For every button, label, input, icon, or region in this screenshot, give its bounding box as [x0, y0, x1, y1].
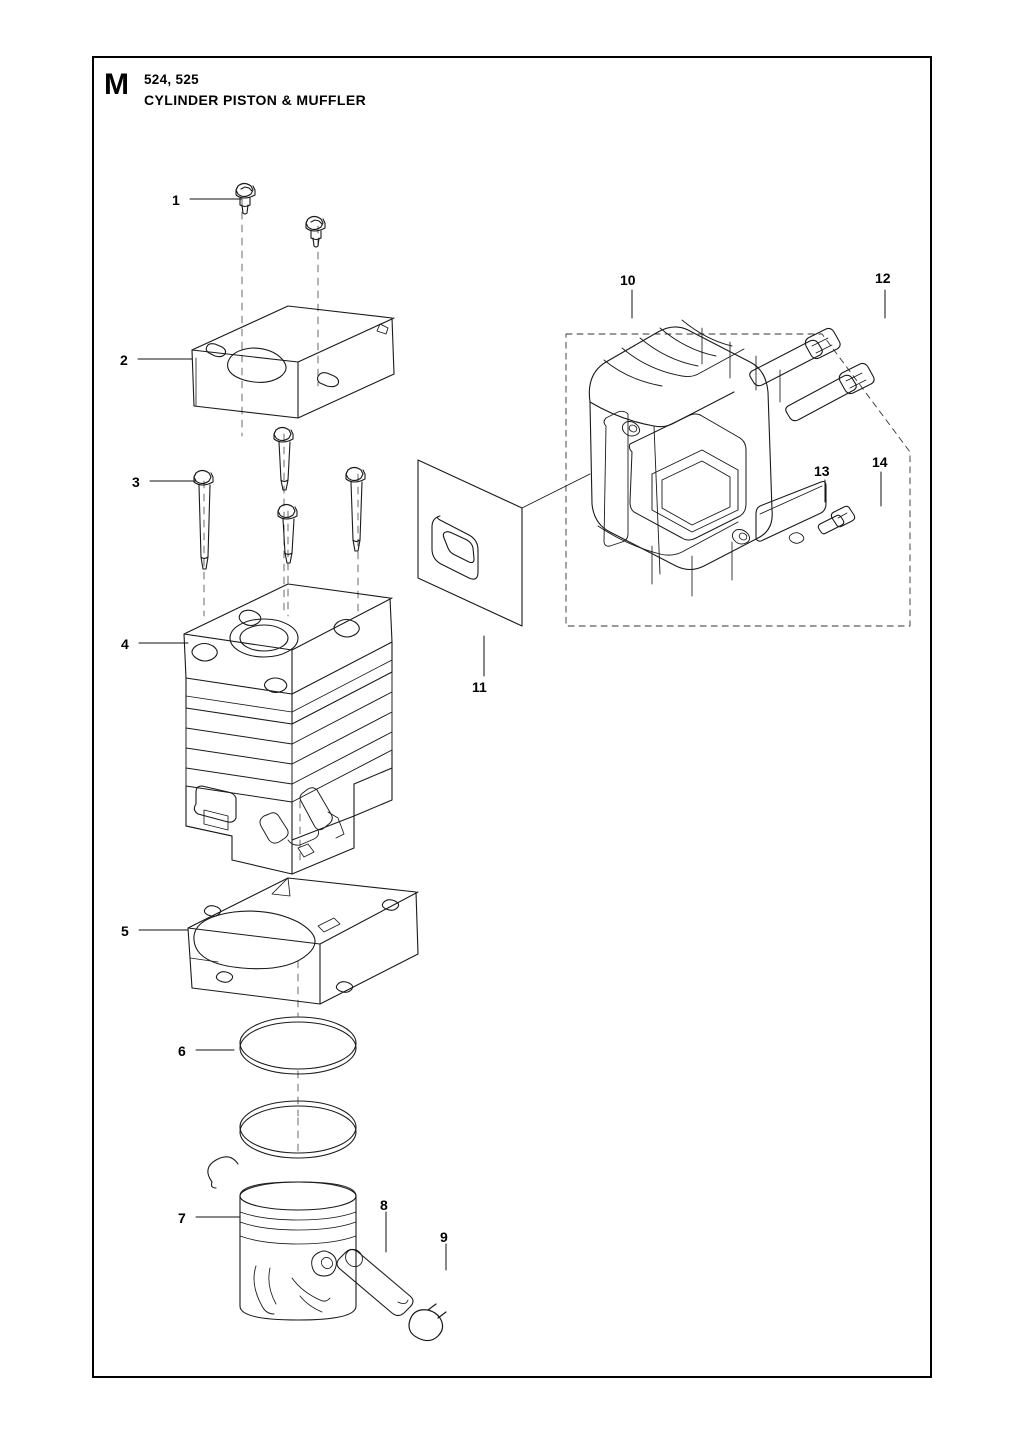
part-13-spark-arrestor — [756, 482, 826, 544]
callout-10: 10 — [620, 272, 636, 288]
callout-9: 9 — [440, 1229, 448, 1245]
section-letter: M — [104, 68, 129, 101]
callout-13: 13 — [814, 463, 830, 479]
callout-2: 2 — [120, 352, 128, 368]
part-5-base-gasket — [188, 878, 418, 1004]
part-3-screws — [194, 428, 365, 570]
callout-4: 4 — [121, 636, 129, 652]
part-7-piston — [208, 1157, 356, 1320]
page-title: CYLINDER PISTON & MUFFLER — [144, 92, 367, 108]
exploded-view-illustration — [92, 56, 932, 1378]
callout-8: 8 — [380, 1197, 388, 1213]
callout-3: 3 — [132, 474, 140, 490]
part-2-cylinder-cover — [192, 306, 394, 418]
assembly-axis-lines — [204, 199, 358, 1154]
part-11-exhaust-gasket — [418, 460, 590, 626]
callout-11: 11 — [472, 679, 487, 695]
part-9-circlip — [409, 1304, 446, 1341]
part-1-screw-secondary — [306, 217, 325, 248]
callout-14: 14 — [872, 454, 888, 470]
callout-6: 6 — [178, 1043, 186, 1059]
part-4-cylinder — [184, 584, 392, 874]
model-numbers: 524, 525 — [144, 72, 199, 87]
callout-5: 5 — [121, 923, 129, 939]
callout-1: 1 — [172, 192, 180, 208]
callout-12: 12 — [875, 270, 891, 286]
part-8-wrist-pin — [337, 1246, 413, 1316]
part-10-muffler — [589, 320, 780, 596]
callout-7: 7 — [178, 1210, 186, 1226]
